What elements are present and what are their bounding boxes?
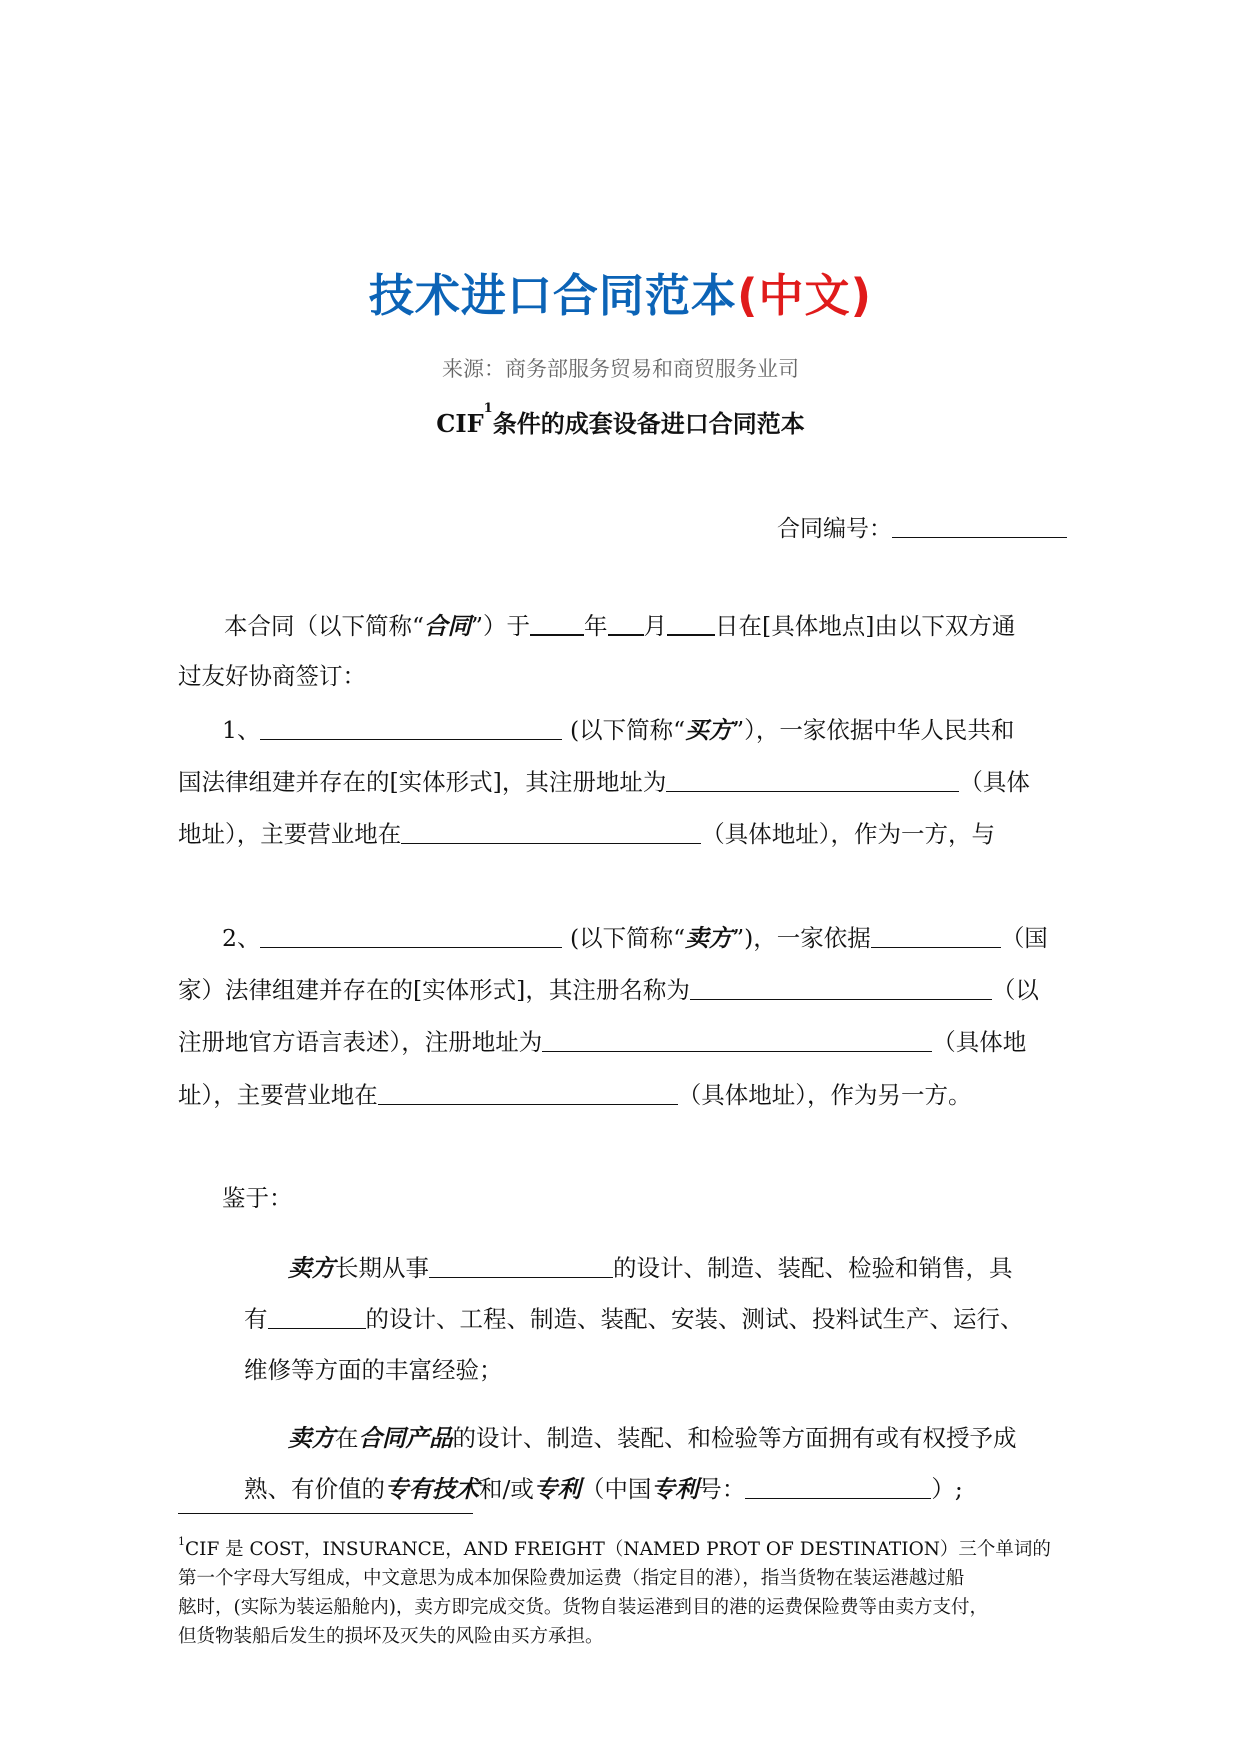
- footnote-line-3: 舷时，(实际为装运船舱内)，卖方即完成交货。货物自装运港到目的港的运费保险费等由卖方支付，: [178, 1597, 988, 1618]
- party2-line-4: 址），主要营业地在 （具体地址），作为另一方。: [178, 1081, 972, 1109]
- footnote-line-2: 第一个字母大写组成，中文意思为成本加保险费加运费（指定目的港），指当货物在装运港越过船: [178, 1568, 965, 1589]
- date-day-blank: [667, 612, 715, 636]
- seller-address-blank: [542, 1029, 932, 1052]
- buyer-address-blank: [666, 769, 959, 792]
- seller-name-blank: [260, 925, 562, 948]
- date-year-blank: [530, 612, 584, 636]
- date-month-blank: [608, 612, 644, 636]
- party1-line-3: 地址），主要营业地在 （具体地址），作为一方，与: [178, 820, 995, 848]
- contract-number: 合同编号：: [777, 510, 1067, 543]
- source-line: 来源：商务部服务贸易和商贸服务业司: [442, 357, 799, 381]
- party2-line-3: 注册地官方语言表述），注册地址为 （具体地: [178, 1028, 1027, 1056]
- buyer-name-blank: [260, 717, 562, 740]
- contract-number-blank: [892, 515, 1067, 538]
- intro-line-2: 过友好协商签订：: [178, 662, 366, 690]
- party2-line-1: 2、 (以下简称“卖方”)，一家依据 （国: [222, 924, 1048, 952]
- patent-number-blank: [745, 1476, 931, 1499]
- footnote-ref: 1: [483, 401, 493, 416]
- whereas-p2-line-1: 卖方在合同产品的设计、制造、装配、和检验等方面拥有或有权授予成: [288, 1424, 1017, 1452]
- footnote-divider: [178, 1513, 473, 1514]
- seller-registered-name-blank: [690, 977, 992, 1000]
- title-paren: (中文): [736, 269, 873, 322]
- buyer-business-blank: [401, 821, 701, 844]
- party2-line-2: 家）法律组建并存在的[实体形式]，其注册名称为 （以: [178, 976, 1039, 1004]
- whereas-p1-line-2: 有 的设计、工程、制造、装配、安装、测试、投料试生产、运行、: [244, 1305, 1024, 1333]
- document-title: [0, 268, 1241, 324]
- seller-business-blank: [378, 1082, 678, 1105]
- whereas-p2-line-2: 熟、有价值的专有技术和/或专利（中国专利号： ）;: [244, 1475, 963, 1503]
- footnote-line-4: 但货物装船后发生的损坏及灭失的风险由买方承担。: [178, 1626, 604, 1647]
- party1-line-2: 国法律组建并存在的[实体形式]，其注册地址为 （具体: [178, 768, 1030, 796]
- whereas-p1-line-1: 卖方长期从事 的设计、制造、装配、检验和销售，具: [288, 1254, 1013, 1282]
- seller-experience-blank: [268, 1306, 366, 1329]
- title-main: 技术进口合同范本: [368, 269, 737, 322]
- party1-line-1: 1、 (以下简称“买方”），一家依据中华人民共和: [222, 716, 1015, 744]
- footnote-line-1: $^1$CIF 是 COST，INSURANCE，AND FREIGHT（NAMED PROT OF DESTINATION）三个单词的: [178, 1535, 1051, 1560]
- whereas-p1-line-3: 维修等方面的丰富经验；: [244, 1356, 503, 1384]
- subtitle: CIF$^1$条件的成套设备进口合同范本: [436, 401, 805, 438]
- seller-field-blank: [429, 1255, 613, 1278]
- intro-line-1: 本合同（以下简称“合同”）于 年 月 日在[具体地点]由以下双方通: [224, 612, 1016, 640]
- whereas-label: 鉴于：: [222, 1184, 293, 1212]
- seller-country-blank: [871, 925, 1001, 948]
